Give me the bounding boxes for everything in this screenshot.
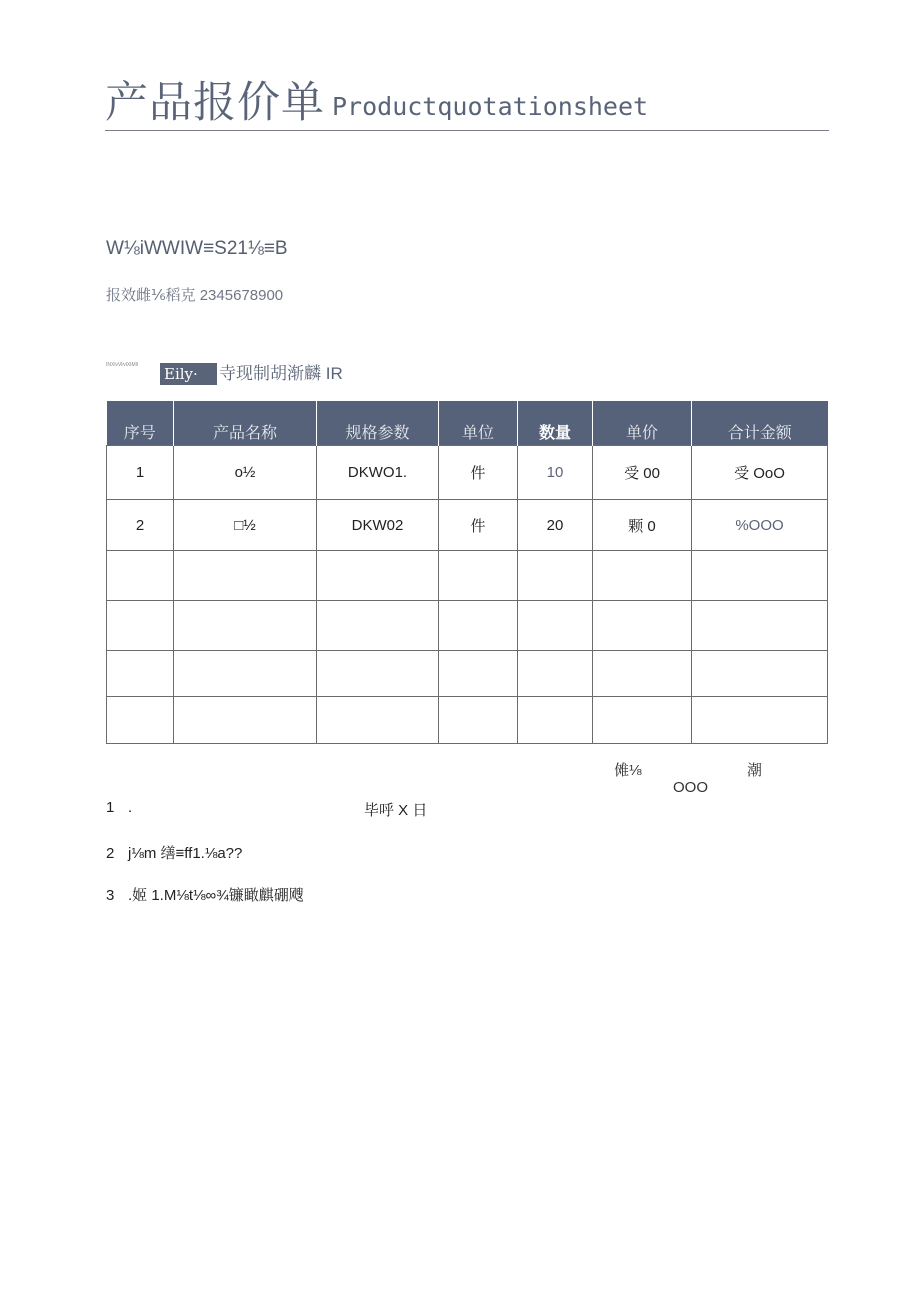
cell-unit: 件	[439, 500, 518, 551]
cell-index: 2	[107, 500, 174, 551]
note-number: 1	[106, 799, 115, 816]
cell-spec	[317, 551, 439, 601]
cell-product-name	[174, 551, 317, 601]
header-product-name: 产品名称	[174, 401, 317, 446]
cell-total: %OOO	[692, 500, 828, 551]
table-row	[107, 446, 828, 500]
cell-index	[107, 651, 174, 697]
cell-unit-price	[593, 551, 692, 601]
note-item	[106, 842, 242, 863]
table-row	[107, 601, 828, 651]
client-tag: Eily·	[160, 363, 217, 385]
cell-quantity: 20	[518, 500, 593, 551]
cell-product-name	[174, 601, 317, 651]
cell-unit: 件	[439, 446, 518, 500]
header-index: 序号	[107, 401, 174, 446]
header-unit: 单位	[439, 401, 518, 446]
header-total: 合计金额	[692, 401, 828, 446]
table-row	[107, 697, 828, 744]
totals-value: OOO	[673, 779, 709, 796]
table-row	[107, 500, 828, 551]
cell-quantity	[518, 601, 593, 651]
cell-spec: DKW02	[317, 500, 439, 551]
cell-quantity	[518, 697, 593, 744]
totals-label: 傩⅛	[614, 762, 642, 779]
note-number: 3	[106, 887, 115, 904]
cell-unit-price: 受 00	[593, 446, 692, 500]
cell-unit-price: 颗 0	[593, 500, 692, 551]
page-header	[105, 78, 829, 130]
table-row	[107, 551, 828, 601]
cell-product-name: o½	[174, 446, 317, 500]
header-spec: 规格参数	[317, 401, 439, 446]
cell-quantity	[518, 651, 593, 697]
note-number: 2	[106, 845, 115, 862]
company-name: W⅛iWWIW≡S21⅛≡B	[106, 238, 288, 259]
cell-quantity: 10	[518, 446, 593, 500]
title-chinese: 产品报价单	[105, 78, 325, 128]
cell-total	[692, 551, 828, 601]
note-date: 毕呼 X 日	[364, 802, 428, 819]
cell-total	[692, 697, 828, 744]
note-item	[106, 884, 304, 905]
note-text: j⅛m 缮≡ff1.⅛a??	[128, 845, 243, 862]
note-text: .	[128, 799, 133, 816]
cell-total: 受 OoO	[692, 446, 828, 500]
cell-unit-price	[593, 651, 692, 697]
client-tiny-label: INXlvVl∕vlXtMll	[106, 362, 138, 368]
table-row	[107, 651, 828, 697]
totals-label-secondary: 潮	[747, 762, 763, 779]
company-contact: 报效雌⅙稻克 2345678900	[106, 287, 284, 304]
cell-quantity	[518, 551, 593, 601]
cell-index	[107, 551, 174, 601]
cell-spec: DKWO1.	[317, 446, 439, 500]
note-text: .姬 1.M⅛t⅛∞¾镰瞰麒硼飕	[128, 887, 304, 904]
cell-spec	[317, 697, 439, 744]
quotation-table	[106, 401, 828, 744]
title-divider	[105, 130, 829, 131]
cell-spec	[317, 651, 439, 697]
header-unit-price: 单价	[593, 401, 692, 446]
header-quantity: 数量	[518, 401, 593, 446]
cell-index	[107, 601, 174, 651]
cell-unit	[439, 651, 518, 697]
title-english: Productquotationsheet	[332, 92, 649, 121]
cell-spec	[317, 601, 439, 651]
cell-unit	[439, 601, 518, 651]
cell-unit-price	[593, 601, 692, 651]
cell-unit	[439, 551, 518, 601]
note-item	[106, 799, 132, 816]
cell-unit	[439, 697, 518, 744]
cell-index: 1	[107, 446, 174, 500]
cell-unit-price	[593, 697, 692, 744]
table-header-row	[107, 401, 828, 446]
cell-product-name	[174, 651, 317, 697]
cell-total	[692, 601, 828, 651]
cell-index	[107, 697, 174, 744]
cell-product-name: □½	[174, 500, 317, 551]
cell-total	[692, 651, 828, 697]
cell-product-name	[174, 697, 317, 744]
client-info: 寺现制胡渐麟 IR	[219, 364, 343, 383]
